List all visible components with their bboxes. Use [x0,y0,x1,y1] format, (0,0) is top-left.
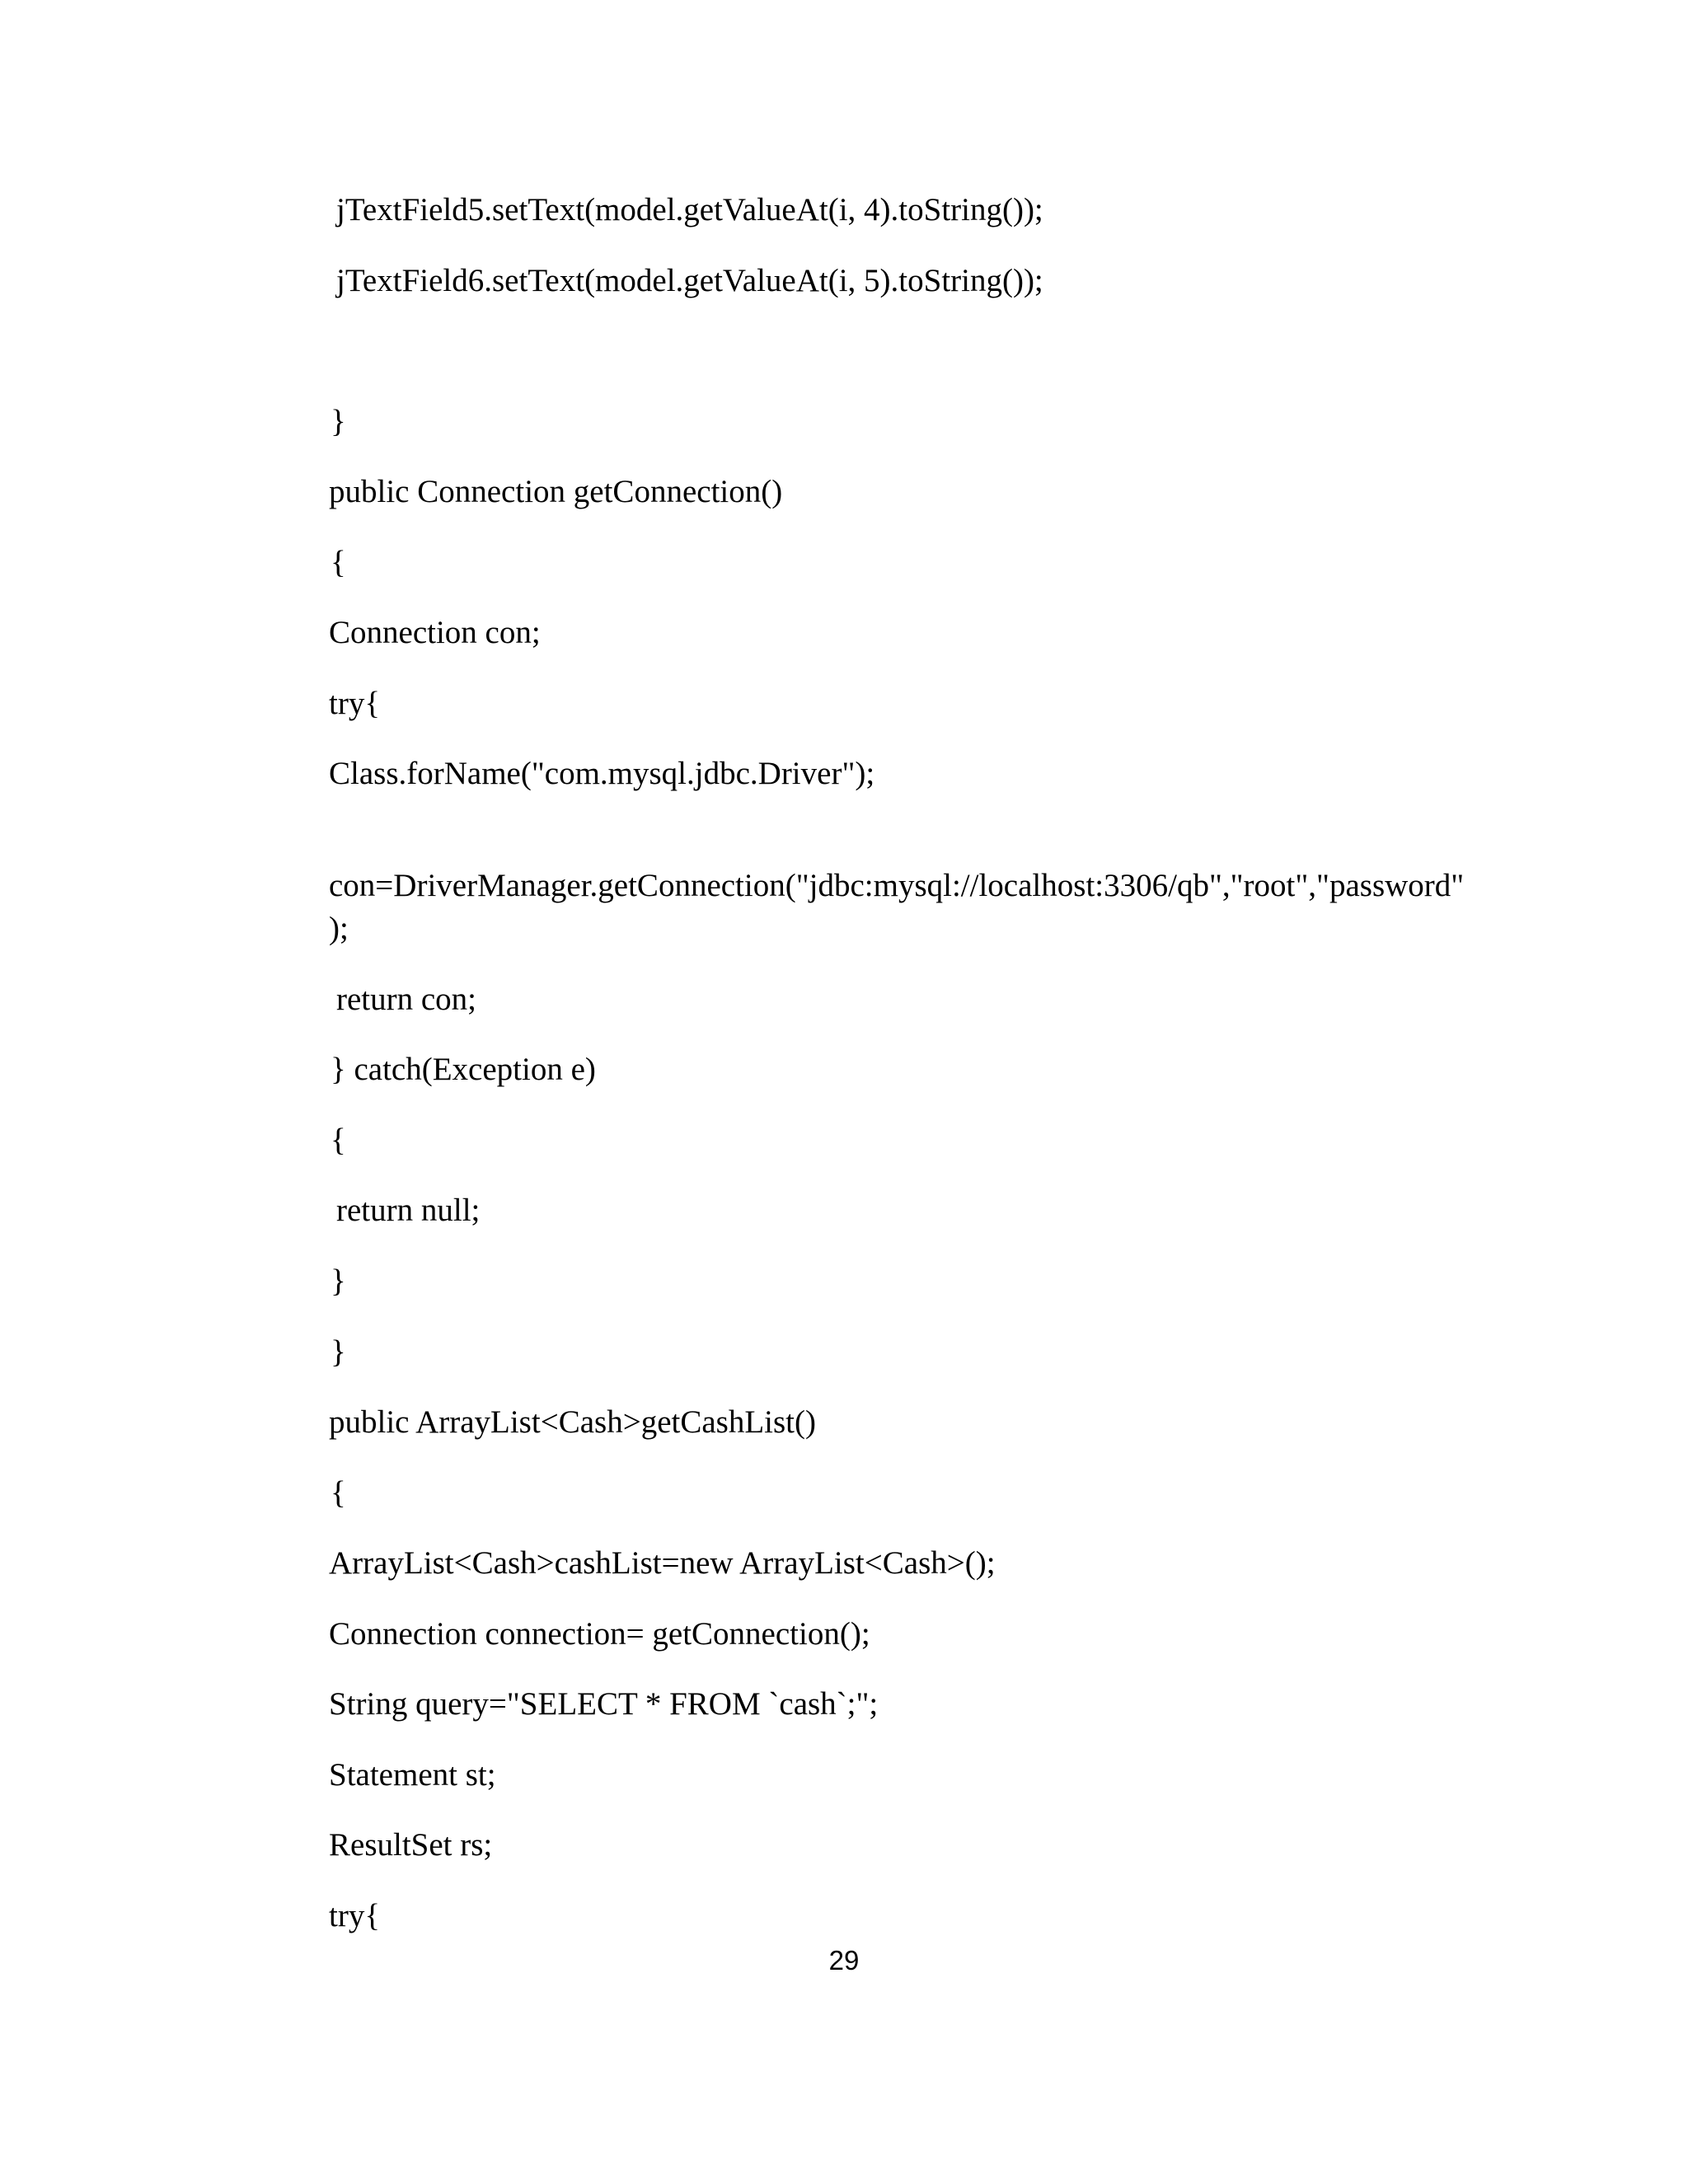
code-line: Statement st; [329,1757,496,1793]
code-line: Class.forName("com.mysql.jdbc.Driver"); [329,756,875,791]
code-line: jTextField5.setText(model.getValueAt(i, 4).toString()); [336,192,1043,227]
code-line: try{ [329,686,381,721]
code-line: { [331,545,346,580]
code-line: return null; [336,1193,481,1228]
code-line: { [331,1122,346,1158]
code-line: ResultSet rs; [329,1827,493,1863]
code-line: { [331,1475,346,1511]
code-line: con=DriverManager.getConnection("jdbc:mysql://localhost:3306/qb","root","password" [329,868,1465,903]
code-line: jTextField6.setText(model.getValueAt(i, 5).toString()); [336,263,1043,298]
code-line: return con; [336,982,477,1017]
code-line: Connection connection= getConnection(); [329,1616,870,1652]
code-line: ); [329,911,349,946]
code-line: String query="SELECT * FROM `cash`;"; [329,1686,879,1722]
code-line: } [331,404,346,439]
code-line: public ArrayList<Cash>getCashList() [329,1404,816,1440]
code-line: } [331,1334,346,1370]
code-line: } catch(Exception e) [331,1052,596,1087]
page-number: 29 [828,1945,860,1975]
code-line: Connection con; [329,615,541,650]
code-line: try{ [329,1898,381,1933]
code-line: public Connection getConnection() [329,474,783,509]
code-line: ArrayList<Cash>cashList=new ArrayList<Cash>(); [329,1545,996,1581]
code-line: } [331,1263,346,1299]
